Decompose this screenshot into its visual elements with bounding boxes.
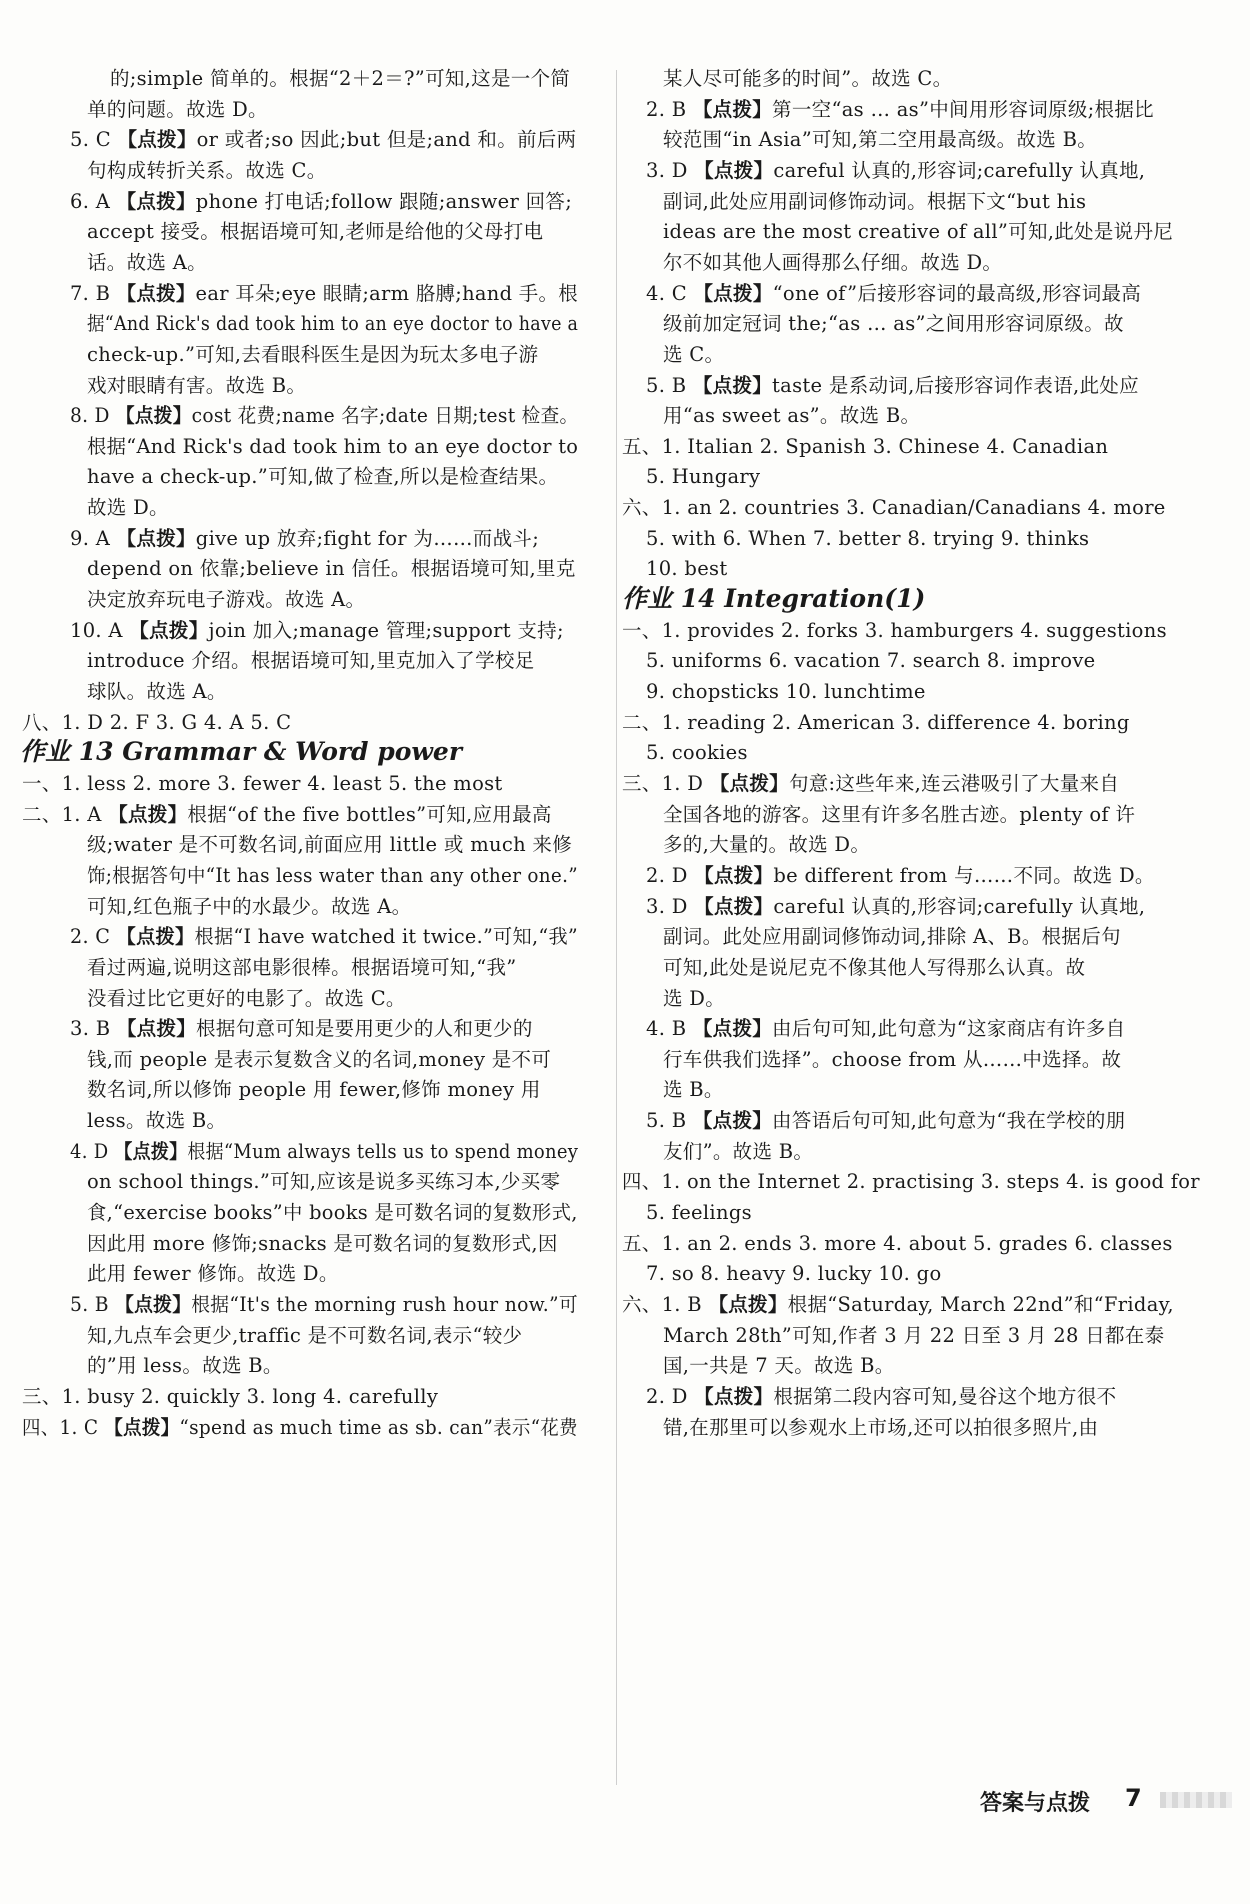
answer-text: 4. D	[70, 1139, 115, 1163]
answer-text: 选 C。	[663, 342, 725, 366]
answer-text: 钱,而 people 是表示复数含义的名词,money 是不可	[87, 1047, 552, 1071]
hint-tag: 【点拨】	[117, 128, 197, 152]
answer-line	[663, 220, 1173, 244]
answer-line	[87, 343, 538, 367]
answer-line	[663, 803, 1135, 827]
answer-line	[87, 1078, 541, 1102]
answer-text: 可知,此处是说尼克不像其他人写得那么认真。故	[663, 955, 1086, 979]
answer-text: March 28th”可知,作者 3 月 22 日至 3 月 28 日都在泰	[663, 1323, 1165, 1347]
answer-line	[663, 1324, 1164, 1348]
answer-line	[87, 987, 406, 1011]
answer-line	[87, 895, 411, 919]
answer-text: 五、1. an 2. ends 3. more 4. about 5. grades 6. classes	[622, 1231, 1173, 1255]
answer-line	[663, 1048, 1121, 1072]
answer-line	[663, 1078, 724, 1102]
answer-line	[663, 190, 1086, 214]
answer-text: 由答语后句可知,此句意为“我在学校的朋	[772, 1109, 1126, 1133]
answer-line	[87, 159, 327, 183]
answer-text: 三、1. busy 2. quickly 3. long 4. carefully	[22, 1384, 439, 1408]
answer-line	[622, 619, 1167, 643]
answer-line	[22, 1416, 578, 1440]
answer-line	[663, 404, 920, 428]
answer-line	[646, 374, 1139, 398]
answer-line	[70, 619, 564, 643]
answer-text: 据“And Rick's dad took him to an eye doctor to have a	[87, 312, 579, 336]
answer-line	[646, 1017, 1125, 1041]
answer-line	[87, 833, 572, 857]
answer-line	[70, 925, 578, 949]
answer-line	[70, 404, 578, 428]
answer-text: introduce 介绍。根据语境可知,里克加入了学校足	[87, 649, 535, 673]
hint-tag: 【点拨】	[709, 771, 789, 795]
hint-tag: 【点拨】	[129, 618, 209, 642]
answer-line	[87, 956, 517, 980]
answer-text: 知,九点车会更少,traffic 是不可数名词,表示“较少	[87, 1323, 523, 1347]
answer-text: 国,一共是 7 天。故选 B。	[663, 1354, 895, 1378]
answer-text: 用“as sweet as”。故选 B。	[663, 404, 921, 428]
hint-tag: 【点拨】	[692, 373, 773, 397]
answer-text: 二、1. A	[22, 802, 109, 826]
answer-text: 5. B	[646, 1109, 693, 1133]
answer-text: on school things.”可知,应该是说多买练习本,少买零	[87, 1170, 561, 1194]
hint-tag: 【点拨】	[694, 1384, 774, 1408]
answer-line	[622, 496, 1166, 520]
answer-text: 9. A	[70, 526, 117, 550]
answer-text: accept 接受。根据语境可知,老师是给他的父母打电	[87, 220, 544, 244]
answer-line	[663, 1354, 895, 1378]
hint-tag: 【点拨】	[694, 863, 774, 887]
footer-tab-decoration	[1160, 1792, 1232, 1808]
answer-line	[87, 588, 365, 612]
answer-line	[87, 1262, 339, 1286]
answer-line	[622, 435, 1108, 459]
answer-text: 9. chopsticks 10. lunchtime	[646, 680, 926, 703]
answer-text: 食,“exercise books”中 books 是可数名词的复数形式,	[87, 1201, 578, 1225]
answer-line	[646, 741, 748, 765]
answer-line	[646, 159, 1145, 183]
answer-line	[663, 128, 1097, 152]
answer-line	[22, 803, 552, 827]
answer-line	[22, 711, 291, 735]
answer-line	[646, 98, 1154, 122]
answer-line	[646, 557, 727, 581]
answer-line	[663, 956, 1085, 980]
hint-tag: 【点拨】	[116, 281, 196, 305]
answer-line	[70, 282, 578, 306]
answer-line	[663, 67, 952, 91]
answer-line	[663, 1140, 813, 1164]
answer-text: 此用 fewer 修饰。故选 D。	[87, 1262, 339, 1286]
answer-text: 3. D	[646, 894, 695, 918]
left-column	[0, 0, 620, 1904]
answer-text: 戏对眼睛有害。故选 B。	[87, 373, 307, 397]
answer-text: 饰;根据答句中“It has less water than any other one.”	[87, 863, 578, 887]
answer-text: be different from 与……不同。故选 D。	[773, 863, 1155, 887]
answer-text: 决定放弃玩电子游戏。故选 A。	[87, 588, 366, 612]
answer-text: 某人尽可能多的时间”。故选 C。	[663, 67, 953, 90]
answer-line	[87, 465, 558, 489]
answer-line	[70, 527, 539, 551]
answer-line	[87, 496, 169, 520]
answer-text: 副词。此处应用副词修饰动词,排除 A、B。根据后句	[663, 925, 1121, 949]
answer-text: 5. B	[70, 1293, 116, 1316]
answer-text: 根据句意可知是要用更少的人和更少的	[196, 1017, 533, 1041]
answer-text: 友们”。故选 B。	[663, 1139, 814, 1163]
answer-line	[622, 772, 1119, 796]
answer-line	[663, 251, 1002, 275]
answer-line	[70, 1017, 533, 1041]
answer-line	[663, 987, 725, 1011]
answer-text: 选 B。	[663, 1078, 724, 1102]
answer-text: 较范围“in Asia”可知,第二空用最高级。故选 B。	[663, 128, 1098, 152]
hint-tag: 【点拨】	[116, 526, 196, 550]
answer-text: 根据“Saturday, March 22nd”和“Friday,	[787, 1293, 1174, 1316]
answer-line	[663, 925, 1121, 949]
answer-text: 5. uniforms 6. vacation 7. search 8. improve	[646, 649, 1096, 673]
hint-tag: 【点拨】	[116, 189, 196, 213]
answer-text: 第一空“as … as”中间用形容词原级;根据比	[772, 97, 1154, 121]
answer-text: 6. A	[70, 189, 117, 213]
answer-text: 句构成转折关系。故选 C。	[87, 158, 327, 182]
answer-text: 八、1. D 2. F 3. G 4. A 5. C	[22, 710, 292, 734]
answer-text: 没看过比它更好的电影了。故选 C。	[87, 986, 406, 1010]
hint-tag: 【点拨】	[692, 1109, 773, 1133]
answer-text: 的”用 less。故选 B。	[87, 1354, 283, 1378]
answer-line	[87, 680, 227, 704]
answer-line	[663, 343, 724, 367]
answer-line	[622, 1232, 1173, 1256]
answer-text: 话。故选 A。	[87, 250, 207, 274]
answer-text: 可知,红色瓶子中的水最少。故选 A。	[87, 894, 412, 918]
answer-text: 一、1. less 2. more 3. fewer 4. least 5. the most	[22, 771, 503, 795]
answer-line	[646, 649, 1096, 673]
answer-line	[646, 1109, 1125, 1133]
answer-text: “one of”后接形容词的最高级,形容词最高	[772, 281, 1142, 305]
answer-text: 2. D	[646, 863, 695, 887]
answer-text: 五、1. Italian 2. Spanish 3. Chinese 4. Canadian	[622, 434, 1109, 458]
answer-text: 3. B	[70, 1017, 117, 1041]
answer-text: 5. with 6. When 7. better 8. trying 9. thinks	[646, 526, 1090, 550]
answer-line	[646, 465, 760, 489]
hint-tag: 【点拨】	[104, 1415, 180, 1439]
answer-text: join 加入;manage 管理;support 支持;	[208, 618, 564, 642]
answer-line	[22, 772, 503, 796]
answer-line	[87, 374, 306, 398]
answer-line	[646, 895, 1145, 919]
answer-text: 级;water 是不可数名词,前面应用 little 或 much 来修	[87, 833, 573, 857]
answer-text: 7. B	[70, 281, 117, 305]
answer-line	[87, 1232, 558, 1256]
answer-text: 数名词,所以修饰 people 用 fewer,修饰 money 用	[87, 1078, 541, 1102]
hint-tag: 【点拨】	[692, 1017, 773, 1041]
hint-tag: 【点拨】	[108, 802, 188, 826]
answer-text: 故选 D。	[87, 496, 169, 520]
answer-line	[87, 1170, 560, 1194]
answer-text: 行车供我们选择”。choose from 从……中选择。故	[663, 1047, 1122, 1071]
answer-text: 因此用 more 修饰;snacks 是可数名词的复数形式,因	[87, 1231, 558, 1255]
answer-line	[87, 251, 207, 275]
answer-line	[70, 190, 572, 214]
answer-text: 10. best	[646, 557, 728, 581]
hint-tag: 【点拨】	[115, 404, 192, 428]
answer-text: 二、1. reading 2. American 3. difference 4. boring	[622, 710, 1130, 734]
answer-text: 根据“of the five bottles”可知,应用最高	[187, 802, 552, 826]
answer-text: 5. Hungary	[646, 465, 761, 489]
answer-text: depend on 依靠;believe in 信任。根据语境可知,里克	[87, 557, 576, 581]
hint-tag: 【点拨】	[692, 97, 773, 121]
footer-label: 答案与点拨	[980, 1791, 1091, 1816]
answer-text: 5. feelings	[646, 1201, 752, 1225]
answer-text: 选 D。	[663, 986, 726, 1010]
answer-text: 5. cookies	[646, 741, 748, 765]
answer-line	[622, 711, 1130, 735]
answer-text: or 或者;so 因此;but 但是;and 和。前后两	[196, 128, 577, 152]
answer-text: 8. D	[70, 404, 116, 428]
answer-line	[663, 1416, 1098, 1440]
answer-text: 一、1. provides 2. forks 3. hamburgers 4. suggestions	[622, 618, 1167, 642]
hint-tag: 【点拨】	[693, 281, 773, 305]
answer-text: 根据“I have watched it twice.”可知,“我”	[194, 925, 579, 949]
answer-text: ear 耳朵;eye 眼睛;arm 胳膊;hand 手。根	[195, 281, 578, 305]
page-number: 7	[1125, 1784, 1142, 1812]
answer-line	[87, 435, 578, 459]
answer-line	[87, 312, 578, 336]
answer-line	[87, 1354, 283, 1378]
answer-text: 7. so 8. heavy 9. lucky 10. go	[646, 1262, 942, 1286]
answer-text: 三、1. D	[622, 771, 710, 795]
answer-line	[87, 98, 268, 122]
answer-line	[87, 1201, 578, 1225]
answer-text: 由后句可知,此句意为“这家商店有许多自	[772, 1017, 1126, 1041]
section-heading: 作业 14 Integration(1)	[622, 584, 926, 614]
answer-line	[70, 1140, 578, 1164]
answer-text: 2. B	[646, 97, 693, 121]
answer-text: check-up.”可知,去看眼科医生是因为玩太多电子游	[87, 342, 539, 366]
hint-tag: 【点拨】	[116, 1017, 197, 1041]
answer-line	[87, 557, 576, 581]
answer-text: 2. C	[70, 925, 117, 949]
answer-text: 根据“It's the morning rush hour now.”可	[191, 1293, 578, 1316]
hint-tag: 【点拨】	[694, 894, 774, 918]
answer-line	[87, 220, 543, 244]
answer-text: 四、1. on the Internet 2. practising 3. steps 4. is good for	[622, 1170, 1200, 1194]
answer-line	[646, 864, 1155, 888]
answer-text: 4. C	[646, 281, 694, 305]
answer-text: 3. D	[646, 158, 695, 182]
answer-text: 2. D	[646, 1384, 695, 1408]
answer-text: 全国各地的游客。这里有许多名胜古迹。plenty of 许	[663, 802, 1136, 826]
answer-text: 多的,大量的。故选 D。	[663, 833, 871, 857]
hint-tag: 【点拨】	[116, 925, 195, 949]
answer-text: taste 是系动词,后接形容词作表语,此处应	[772, 373, 1139, 397]
answer-line	[646, 1201, 752, 1225]
answer-text: careful 认真的,形容词;carefully 认真地,	[773, 894, 1146, 918]
answer-text: 5. C	[70, 128, 118, 152]
answer-text: 四、1. C	[22, 1415, 105, 1439]
answer-line	[646, 1262, 942, 1286]
answer-text: 六、1. an 2. countries 3. Canadian/Canadians 4. more	[622, 496, 1166, 520]
right-column	[620, 0, 1250, 1904]
answer-line	[646, 282, 1141, 306]
hint-tag: 【点拨】	[694, 158, 774, 182]
section-heading: 作业 13 Grammar & Word power	[20, 737, 462, 767]
answer-text: have a check-up.”可知,做了检查,所以是检查结果。	[87, 465, 559, 489]
answer-text: phone 打电话;follow 跟随;answer 回答;	[195, 189, 573, 213]
answer-line	[622, 1293, 1174, 1317]
answer-text: careful 认真的,形容词;carefully 认真地,	[773, 158, 1146, 182]
answer-text: less。故选 B。	[87, 1109, 227, 1133]
answer-text: 球队。故选 A。	[87, 680, 227, 703]
answer-line	[70, 1293, 578, 1317]
answer-text: 10. A	[70, 618, 130, 642]
hint-tag: 【点拨】	[708, 1293, 788, 1316]
answer-line	[622, 1170, 1200, 1194]
answer-line	[646, 527, 1089, 551]
answer-text: 错,在那里可以参观水上市场,还可以拍很多照片,由	[663, 1415, 1099, 1439]
answer-text: 尔不如其他人画得那么仔细。故选 D。	[663, 250, 1003, 274]
answer-text: 句意:这些年来,连云港吸引了大量来自	[788, 771, 1120, 795]
answer-line	[663, 312, 1124, 336]
answer-line	[87, 1109, 226, 1133]
answer-line	[646, 1385, 1116, 1409]
answer-text: 根据“Mum always tells us to spend money	[187, 1139, 579, 1163]
answer-text: 的;simple 简单的。根据“2＋2＝?”可知,这是一个简	[110, 67, 571, 90]
answer-text: 看过两遍,说明这部电影很棒。根据语境可知,“我”	[87, 955, 517, 979]
answer-text: 单的问题。故选 D。	[87, 97, 268, 121]
answer-text: 4. B	[646, 1017, 693, 1041]
answer-text: 级前加定冠词 the;“as … as”之间用形容词原级。故	[663, 312, 1124, 336]
answer-line	[663, 833, 870, 857]
answer-line	[646, 680, 926, 704]
answer-line	[87, 1048, 551, 1072]
answer-line	[110, 67, 570, 91]
answer-line	[87, 1324, 522, 1348]
hint-tag: 【点拨】	[114, 1139, 188, 1163]
answer-text: 副词,此处应用副词修饰动词。根据下文“but his	[663, 189, 1087, 213]
answer-text: “spend as much time as sb. can”表示“花费	[179, 1415, 578, 1439]
answer-line	[87, 649, 535, 673]
answer-text: ideas are the most creative of all”可知,此处是说丹尼	[663, 220, 1174, 244]
answer-text: cost 花费;name 名字;date 日期;test 检查。	[191, 404, 579, 428]
column-divider	[616, 70, 617, 1785]
answer-text: 根据“And Rick's dad took him to an eye doctor to	[87, 434, 579, 458]
answer-line	[22, 1385, 438, 1409]
answer-text: give up 放弃;fight for 为……而战斗;	[195, 526, 540, 550]
answer-line	[70, 128, 576, 152]
answer-line	[87, 864, 578, 888]
answer-text: 根据第二段内容可知,曼谷这个地方很不	[773, 1384, 1117, 1408]
answer-text: 六、1. B	[622, 1293, 709, 1316]
answer-text: 5. B	[646, 373, 693, 397]
hint-tag: 【点拨】	[115, 1293, 192, 1316]
